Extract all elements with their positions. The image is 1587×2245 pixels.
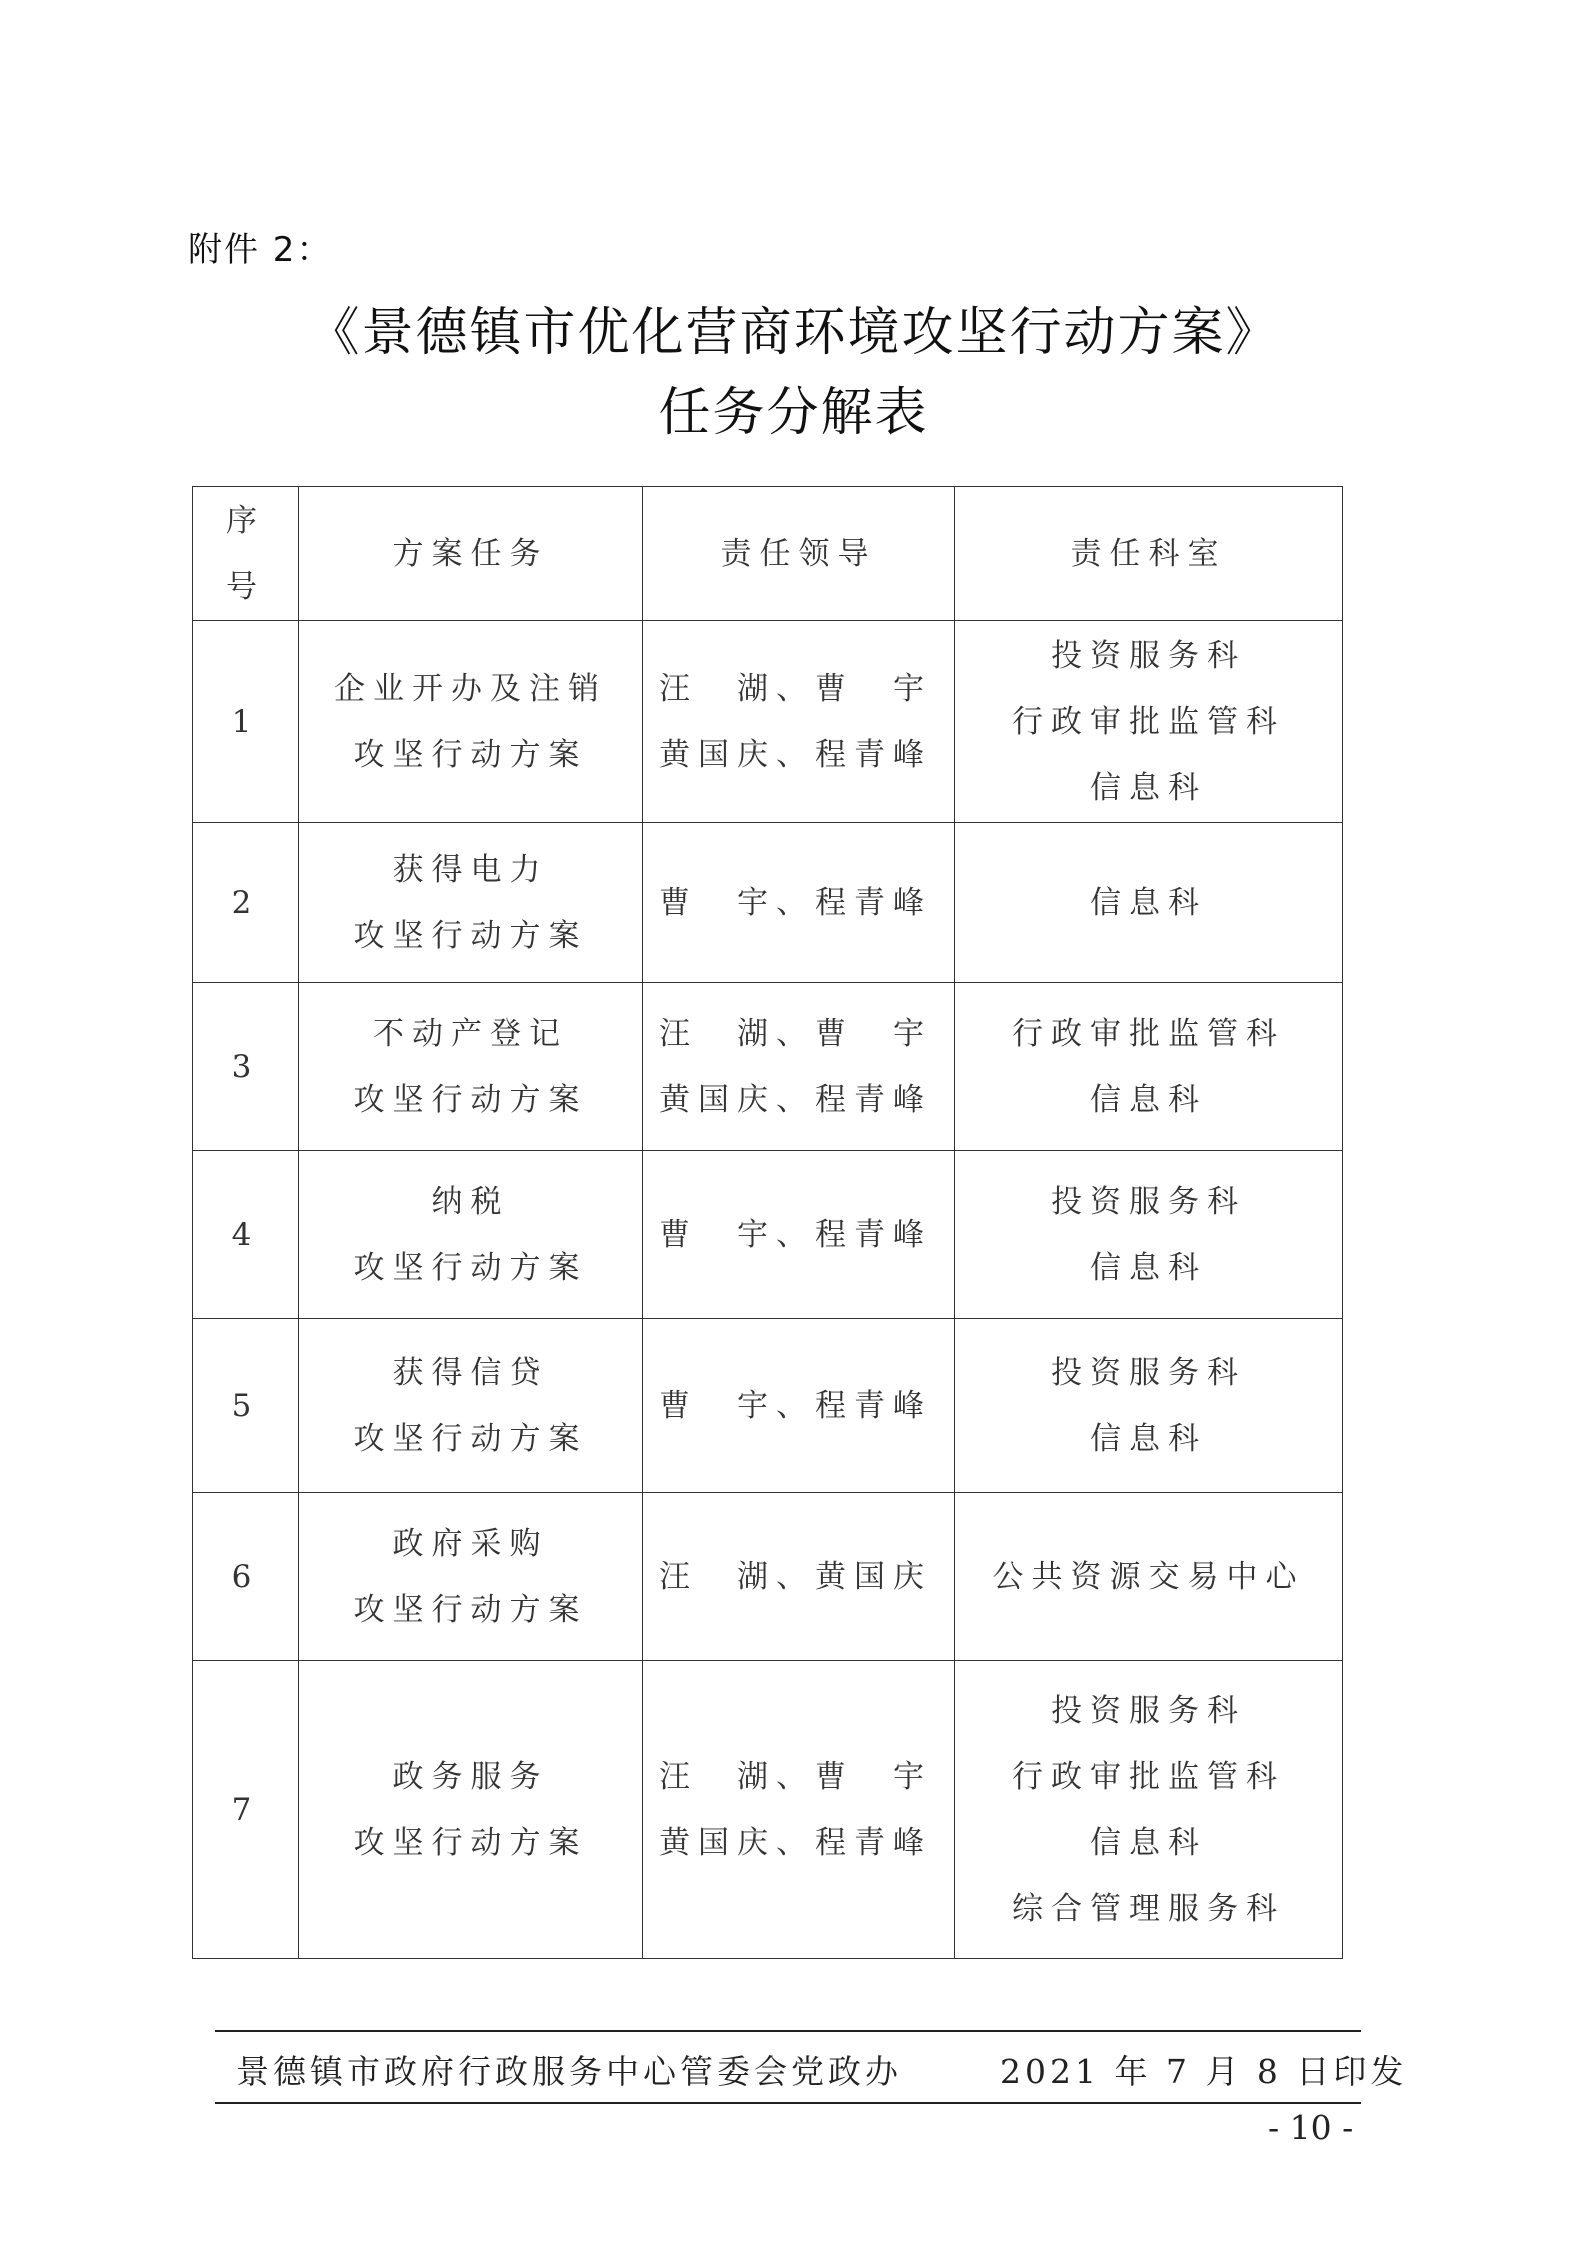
cell-depts-line: 信息科 [1090, 1249, 1207, 1286]
cell-leaders-line: 曹 宇、程青峰 [659, 884, 932, 921]
cell-depts [955, 823, 1343, 983]
table-row [193, 1151, 1343, 1319]
table-row [193, 1319, 1343, 1493]
cell-depts [955, 1151, 1343, 1319]
cell-no: 7 [193, 1661, 299, 1959]
cell-task [299, 1319, 643, 1493]
cell-task-line: 攻坚行动方案 [353, 1591, 588, 1628]
cell-leaders [643, 1493, 955, 1661]
cell-leaders [643, 1319, 955, 1493]
cell-depts-line: 信息科 [1090, 1824, 1207, 1861]
cell-no: 1 [193, 621, 299, 823]
cell-no: 3 [193, 983, 299, 1151]
page-subtitle: 任务分解表 [658, 383, 929, 443]
cell-depts-line: 行政审批监管科 [1012, 1015, 1285, 1052]
cell-no: 2 [193, 823, 299, 983]
cell-task-line: 攻坚行动方案 [353, 1081, 588, 1118]
table-row [193, 621, 1343, 823]
footer-issue-date: 2021 年 7 月 8 日印发 [1000, 2052, 1408, 2091]
cell-depts [955, 1493, 1343, 1661]
cell-task-line: 攻坚行动方案 [353, 917, 588, 954]
task-breakdown-table [192, 486, 1343, 1959]
cell-leaders-line: 曹 宇、程青峰 [659, 1387, 932, 1424]
footer-bottom-rule [215, 2102, 1361, 2104]
cell-task-line: 不动产登记 [373, 1015, 568, 1052]
cell-task [299, 621, 643, 823]
cell-leaders-line: 汪 湖、黄国庆 [659, 1558, 932, 1595]
cell-leaders-line: 黄国庆、程青峰 [659, 1081, 932, 1118]
header-seq-char: 号 [226, 568, 265, 605]
cell-depts [955, 1661, 1343, 1959]
cell-depts-line: 投资服务科 [1051, 637, 1246, 674]
cell-no: 4 [193, 1151, 299, 1319]
page-title: 《景德镇市优化营商环境攻坚行动方案》 [307, 303, 1280, 363]
cell-task [299, 1151, 643, 1319]
cell-task [299, 1661, 643, 1959]
cell-task-line: 企业开办及注销 [334, 670, 607, 707]
cell-leaders-line: 汪 湖、曹 宇 [659, 1758, 932, 1795]
cell-task-line: 攻坚行动方案 [353, 1824, 588, 1861]
cell-task-line: 政务服务 [392, 1758, 549, 1795]
cell-leaders [643, 983, 955, 1151]
footer-top-rule [215, 2030, 1361, 2032]
cell-depts-line: 投资服务科 [1051, 1692, 1246, 1729]
table-row [193, 983, 1343, 1151]
cell-task-line: 攻坚行动方案 [353, 1420, 588, 1457]
table-row [193, 1493, 1343, 1661]
cell-depts-line: 投资服务科 [1051, 1183, 1246, 1220]
cell-leaders [643, 621, 955, 823]
cell-depts-line: 信息科 [1090, 1081, 1207, 1118]
header-seq [193, 487, 299, 621]
cell-leaders-line: 曹 宇、程青峰 [659, 1216, 932, 1253]
header-task: 方案任务 [299, 487, 643, 621]
footer-issuing-office: 景德镇市政府行政服务中心管委会党政办 [236, 2052, 902, 2091]
cell-leaders-line: 汪 湖、曹 宇 [659, 1015, 932, 1052]
cell-depts-line: 信息科 [1090, 1420, 1207, 1457]
header-seq-char: 序 [226, 502, 265, 539]
header-dept: 责任科室 [955, 487, 1343, 621]
cell-task-line: 获得电力 [392, 851, 549, 888]
cell-leaders-line: 黄国庆、程青峰 [659, 736, 932, 773]
cell-depts-line: 行政审批监管科 [1012, 1758, 1285, 1795]
cell-no: 6 [193, 1493, 299, 1661]
cell-task-line: 纳税 [431, 1183, 510, 1220]
cell-task [299, 823, 643, 983]
header-leader: 责任领导 [643, 487, 955, 621]
cell-leaders [643, 1661, 955, 1959]
cell-leaders [643, 1151, 955, 1319]
cell-task-line: 攻坚行动方案 [353, 1249, 588, 1286]
cell-depts-line: 投资服务科 [1051, 1354, 1246, 1391]
cell-depts [955, 621, 1343, 823]
cell-depts [955, 983, 1343, 1151]
cell-depts-line: 公共资源交易中心 [992, 1558, 1305, 1595]
cell-task-line: 攻坚行动方案 [353, 736, 588, 773]
attachment-label: 附件 2： [188, 230, 333, 270]
cell-leaders-line: 汪 湖、曹 宇 [659, 670, 932, 707]
cell-task-line: 政府采购 [392, 1525, 549, 1562]
cell-leaders-line: 黄国庆、程青峰 [659, 1824, 932, 1861]
cell-depts-line: 信息科 [1090, 769, 1207, 806]
cell-no: 5 [193, 1319, 299, 1493]
table-row [193, 1661, 1343, 1959]
cell-task-line: 获得信贷 [392, 1354, 549, 1391]
page-number: - 10 - [1268, 2108, 1354, 2147]
cell-depts-line: 行政审批监管科 [1012, 703, 1285, 740]
cell-leaders [643, 823, 955, 983]
table-row [193, 823, 1343, 983]
table-header-row [193, 487, 1343, 621]
cell-task [299, 1493, 643, 1661]
cell-depts-line: 信息科 [1090, 884, 1207, 921]
cell-task [299, 983, 643, 1151]
cell-depts [955, 1319, 1343, 1493]
cell-depts-line: 综合管理服务科 [1012, 1890, 1285, 1927]
